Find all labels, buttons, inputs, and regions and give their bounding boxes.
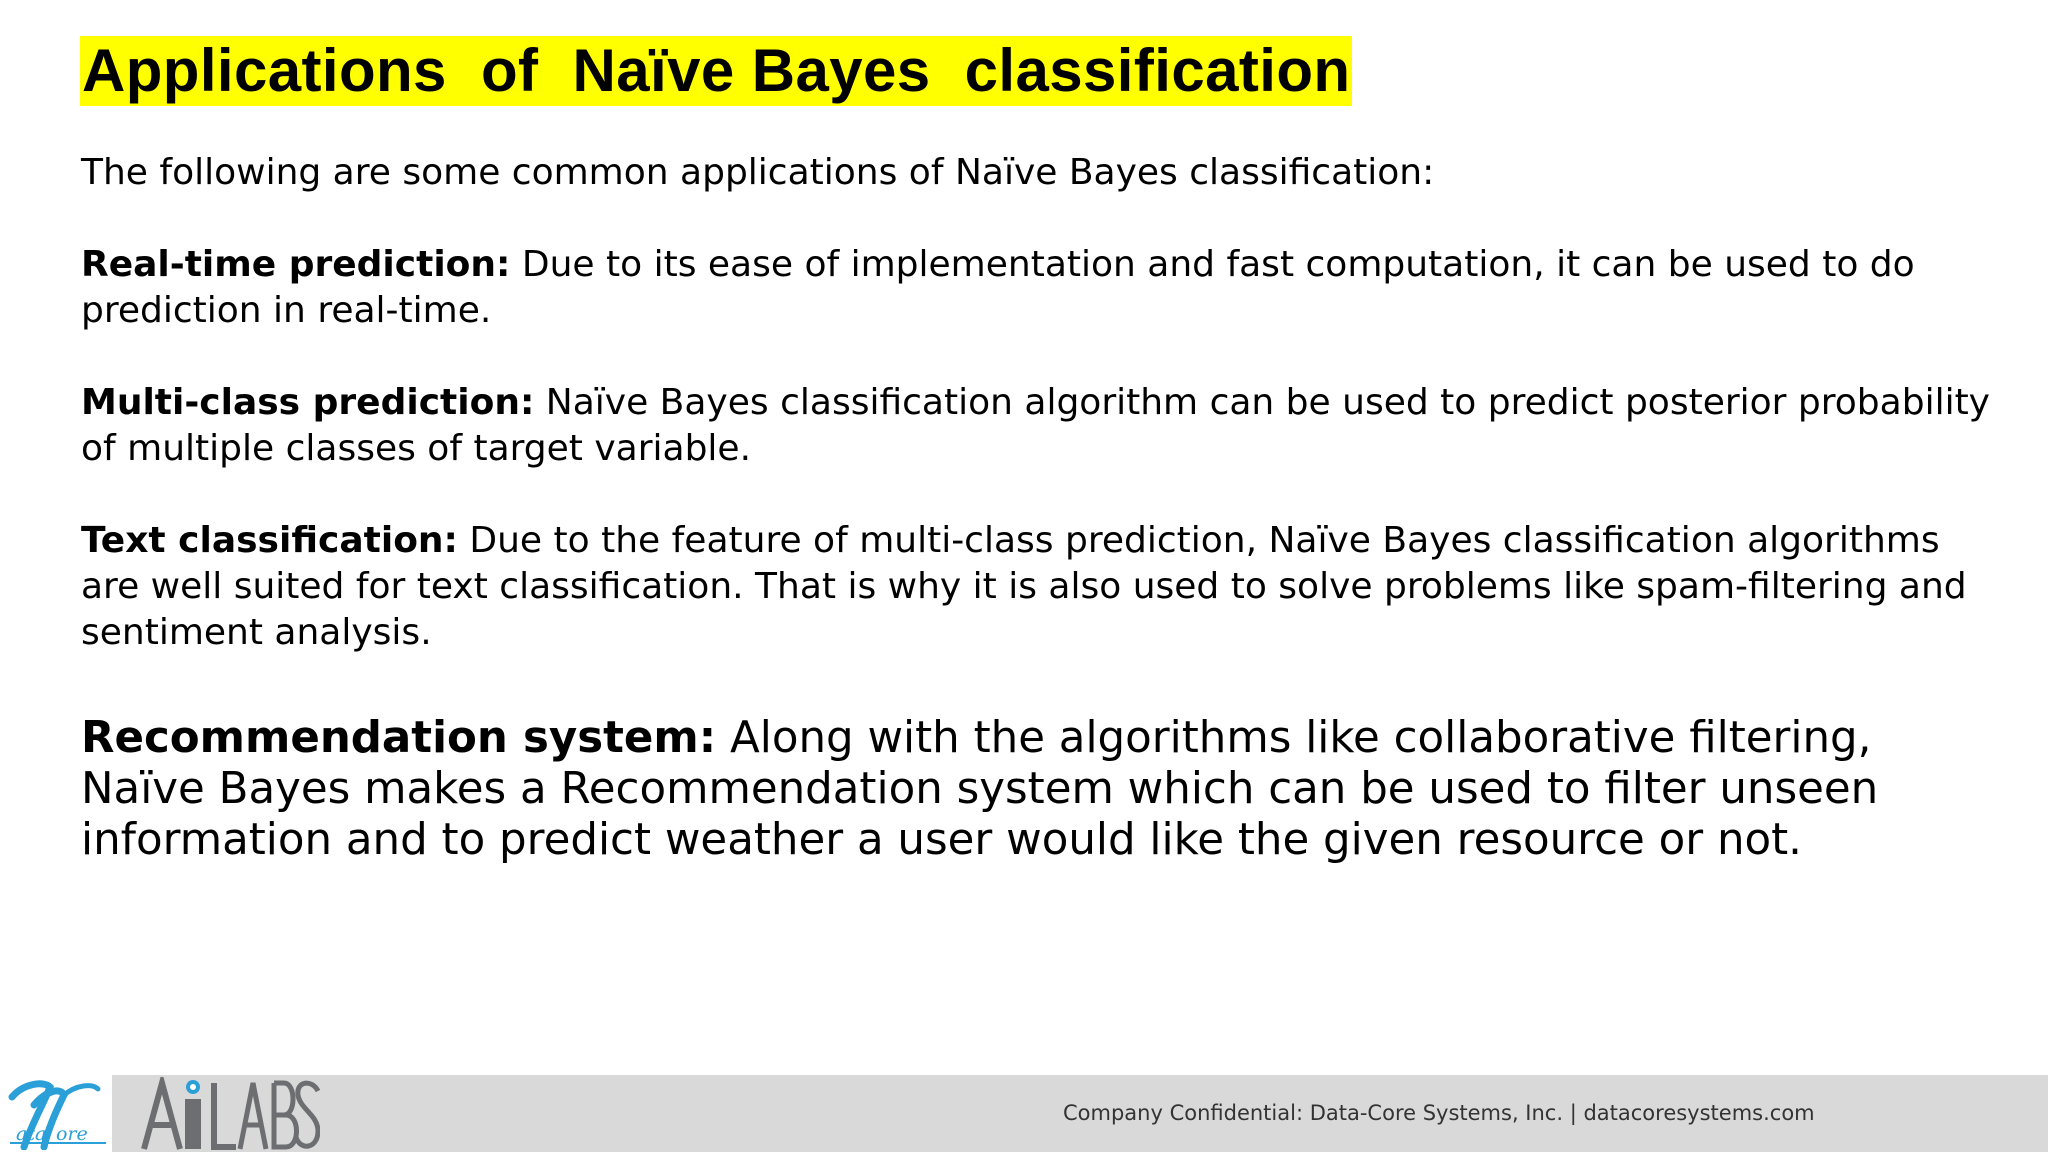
application-text-classification	[81, 518, 2001, 656]
slide-content	[81, 150, 2001, 866]
application-multiclass-prediction	[81, 380, 2001, 472]
application-heading: Multi-class prediction:	[81, 382, 535, 423]
application-description: Along with the algorithms like collaborative filtering, Naïve Bayes makes a Recommendation system which can be used to filter unseen information and to predict weather a user would like the given resource or not.	[81, 713, 1879, 865]
application-recommendation-system	[81, 713, 2001, 866]
ailabs-logo	[140, 1077, 320, 1151]
application-description: Due to the feature of multi-class prediction, Naïve Bayes classification algorithms are well suited for text classification. That is why it is also used to solve problems like spam-filtering and sentiment analysis.	[81, 520, 1967, 653]
application-heading: Text classification:	[81, 520, 458, 561]
application-description: Due to its ease of implementation and fast computation, it can be used to do prediction in real-time.	[81, 244, 1915, 331]
datacore-logo	[6, 1077, 110, 1150]
application-heading: Real-time prediction:	[81, 244, 511, 285]
application-heading: Recommendation system:	[81, 713, 717, 763]
svg-text:ore: ore	[56, 1123, 88, 1145]
slide-footer	[0, 1075, 2048, 1152]
application-description: Naïve Bayes classification algorithm can be used to predict posterior probability of multiple classes of target variable.	[81, 382, 1990, 469]
application-realtime-prediction	[81, 242, 2001, 334]
confidential-footer-text: Company Confidential: Data-Core Systems, Inc. | datacoresystems.com	[1063, 1101, 1815, 1125]
svg-text:ata: ata	[16, 1123, 47, 1145]
slide-title: Applications of Naïve Bayes classification	[82, 37, 1351, 104]
intro-text: The following are some common applications of Naïve Bayes classification:	[81, 152, 1435, 193]
